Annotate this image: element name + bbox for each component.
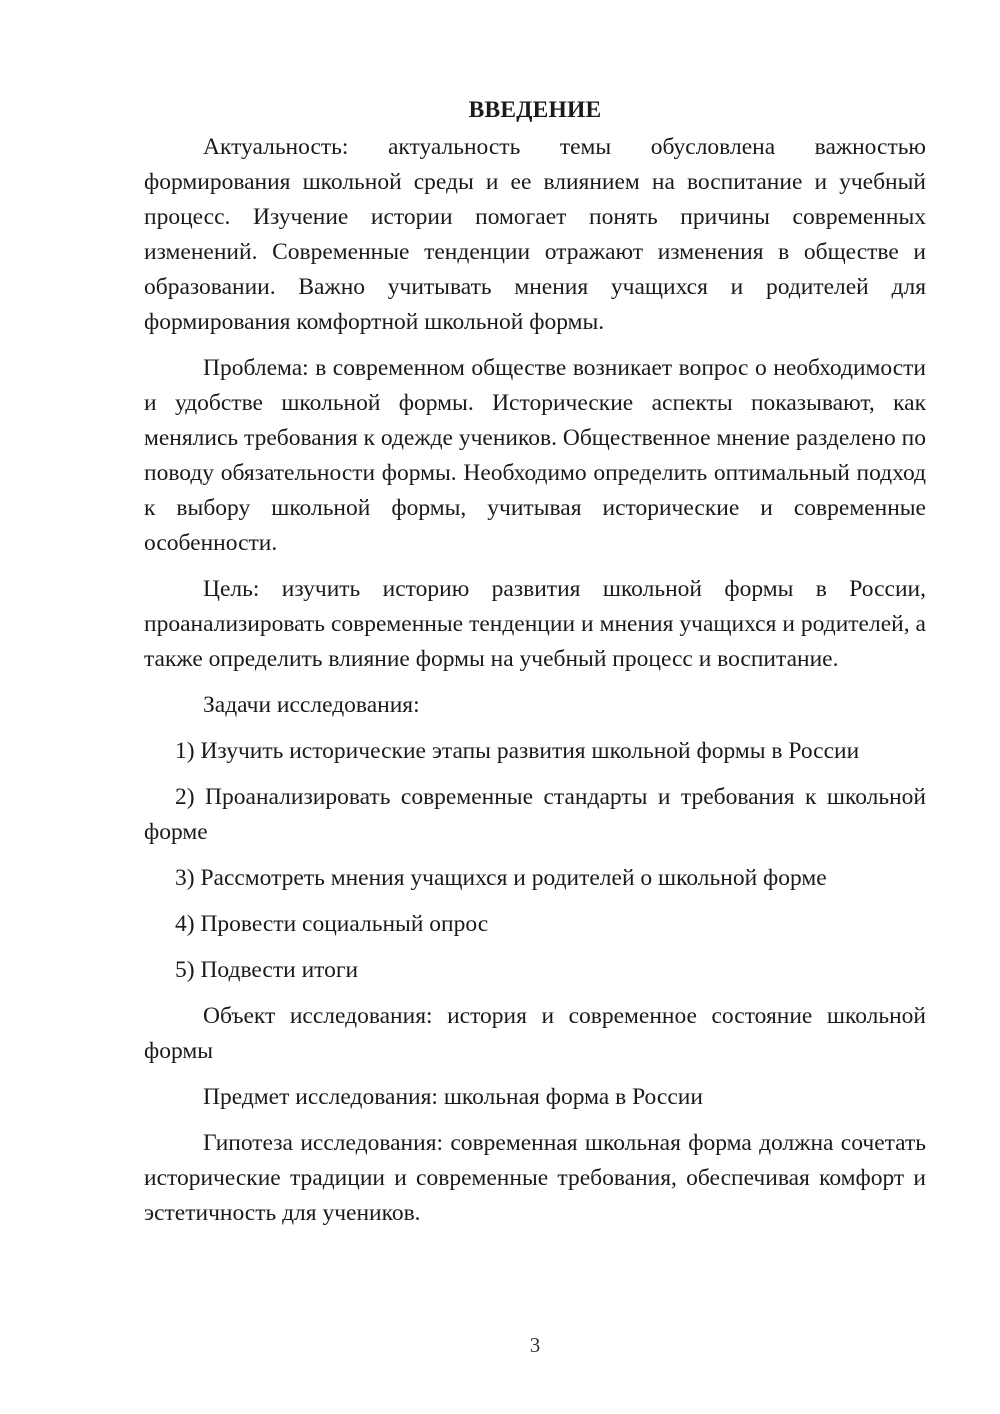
paragraph-problem: Проблема: в современном обществе возникает вопрос о необходимости и удобстве школьной формы. Исторические аспекты показывают, как менялись требования к одежде учеников. Общественное мнение разделено по поводу обязательности формы. Необходимо определить оптимальный подход к выбору школьной формы, учитывая исторические и современные особенности. [144,355,926,556]
page-content [144,93,926,1242]
list-item-task-5: 5) Подвести итоги [175,957,359,983]
paragraph-relevance: Актуальность: актуальность темы обусловлена важностью формирования школьной среды и ее влиянием на воспитание и учебный процесс. Изучение истории помогает понять причины современных изменений. Современные тенденции отражают изменения в обществе и образовании. Важно учитывать мнения учащихся и родителей для формирования комфортной школьной формы. [144,134,926,335]
paragraph-goal: Цель: изучить историю развития школьной формы в России, проанализировать современные тенденции и мнения учащихся и родителей, а также определить влияние формы на учебный процесс и воспитание. [144,576,926,672]
page-title: ВВЕДЕНИЕ [468,97,602,123]
list-item-task-2: 2) Проанализировать современные стандарты и требования к школьной форме [144,784,926,845]
page-number: 3 [529,1333,541,1357]
list-item-task-1: 1) Изучить исторические этапы развития школьной формы в России [175,738,860,764]
paragraph-subject: Предмет исследования: школьная форма в России [203,1084,703,1110]
paragraph-hypothesis: Гипотеза исследования: современная школьная форма должна сочетать исторические традиции и современные требования, обеспечивая комфорт и эстетичность для учеников. [144,1130,926,1226]
list-item-task-3: 3) Рассмотреть мнения учащихся и родителей о школьной форме [175,865,827,891]
tasks-title: Задачи исследования: [203,692,420,718]
list-item-task-4: 4) Провести социальный опрос [175,911,489,937]
paragraph-object: Объект исследования: история и современное состояние школьной формы [144,1003,926,1064]
